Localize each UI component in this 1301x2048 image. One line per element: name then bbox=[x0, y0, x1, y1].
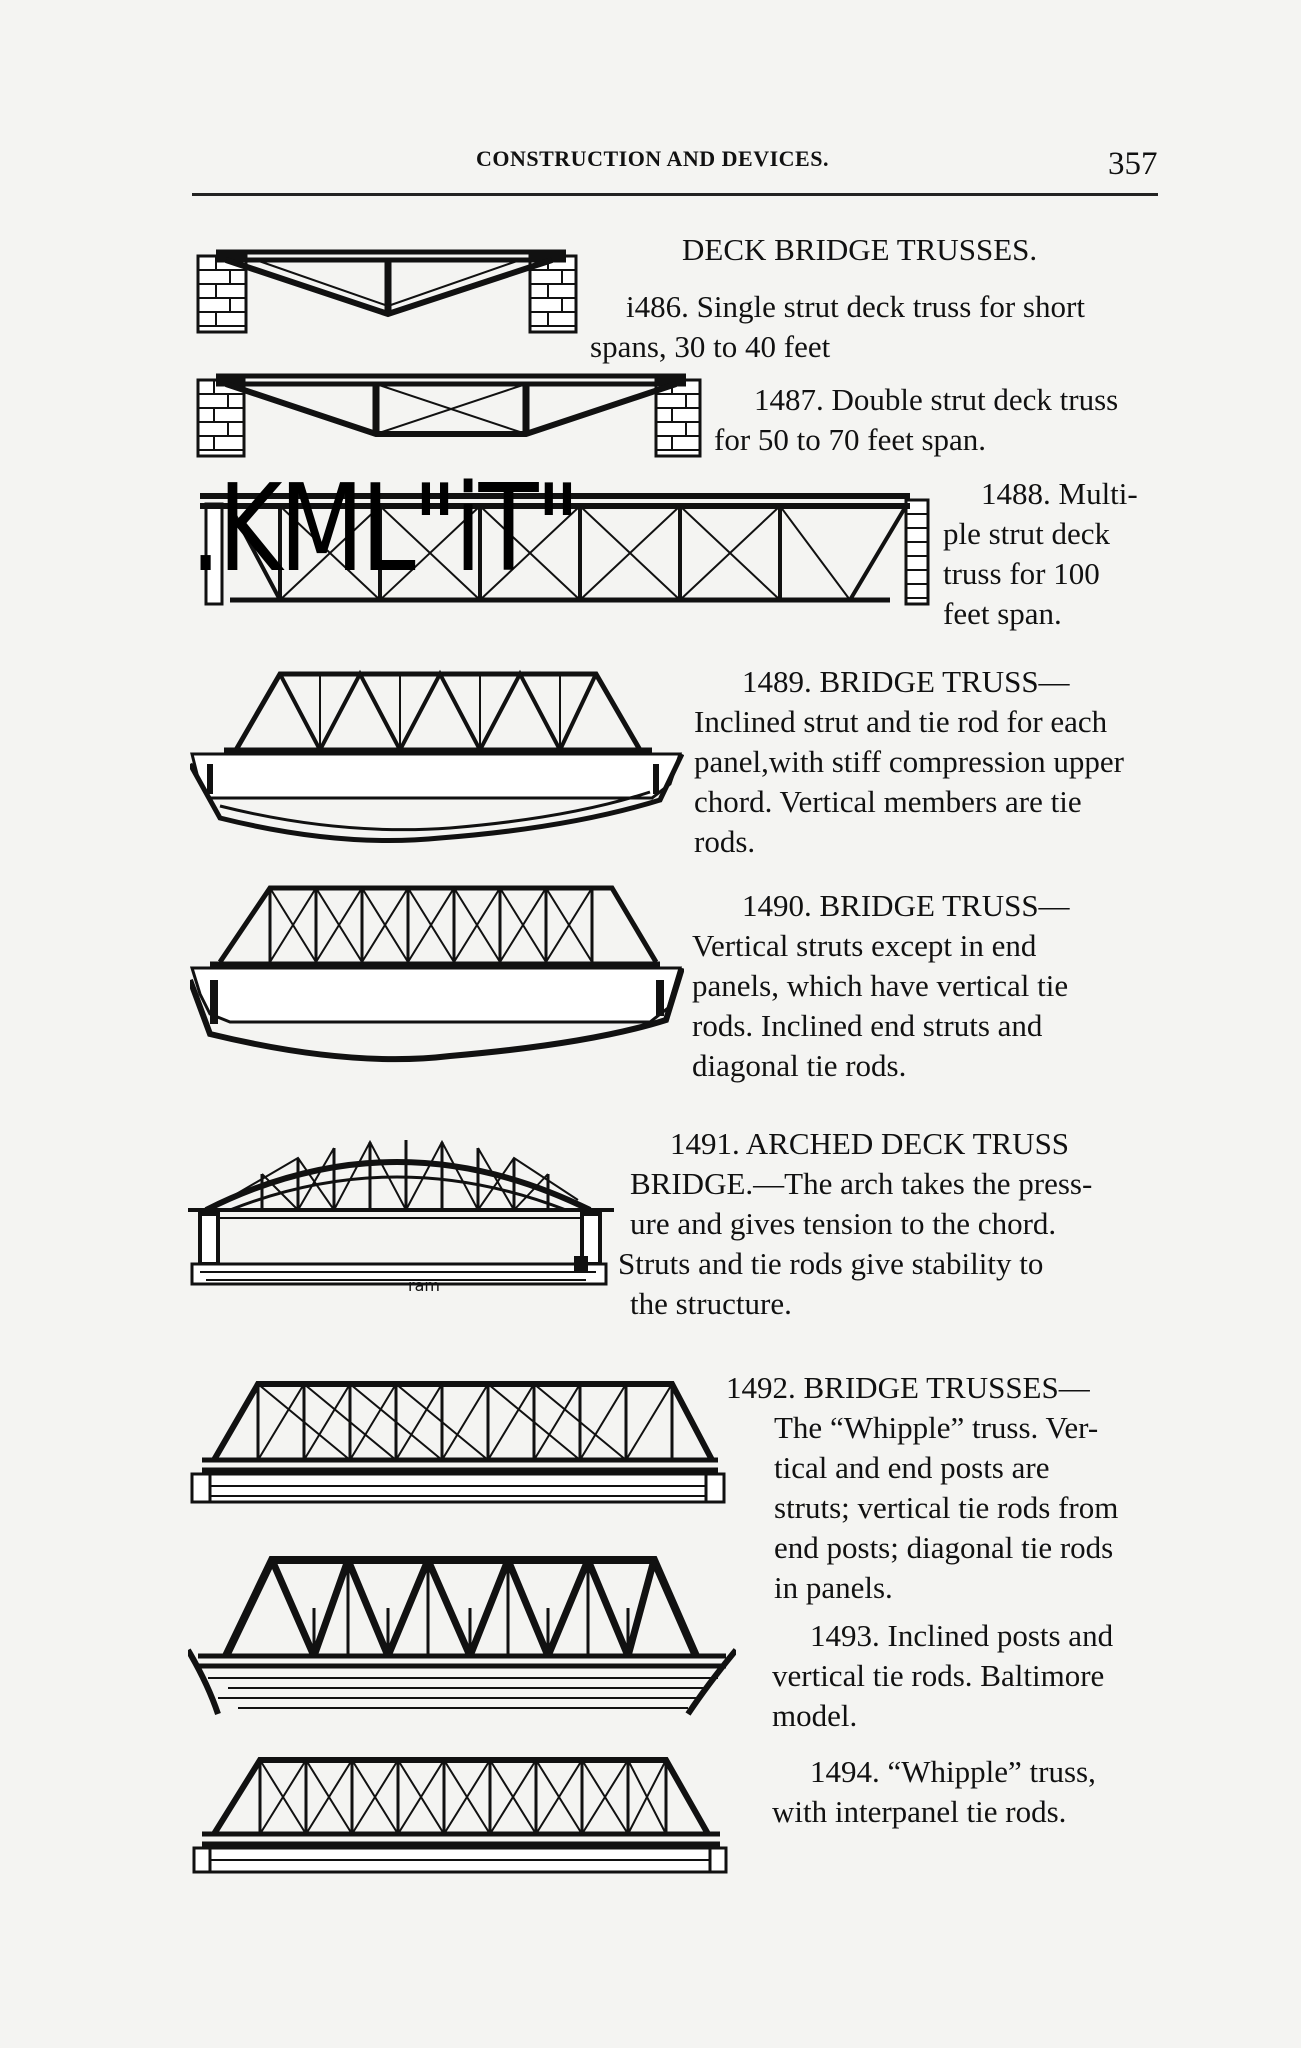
entry-line: in panels. bbox=[774, 1570, 893, 1605]
entry-line: for 50 to 70 feet span. bbox=[714, 422, 987, 457]
section-title: DECK BRIDGE TRUSSES. bbox=[682, 232, 1038, 267]
entry-1489 bbox=[694, 662, 1162, 862]
entry-line: end posts; diagonal tie rods bbox=[774, 1530, 1114, 1565]
entry-line: ple strut deck bbox=[943, 516, 1111, 551]
entry-line: truss for 100 bbox=[943, 556, 1100, 591]
entry-line: 1488. Multi- bbox=[981, 476, 1138, 511]
entry-1487 bbox=[714, 380, 1160, 460]
entry-line: model. bbox=[772, 1698, 858, 1733]
figure-label: ram bbox=[408, 1276, 440, 1295]
entry-line: struts; vertical tie rods from bbox=[774, 1490, 1119, 1525]
entry-line: 1489. BRIDGE TRUSS— bbox=[742, 664, 1070, 699]
entry-1490 bbox=[692, 886, 1160, 1086]
entry-line: tical and end posts are bbox=[774, 1450, 1050, 1485]
entry-line: i486. Single strut deck truss for short bbox=[626, 289, 1085, 324]
entry-line: BRIDGE.—The arch takes the press- bbox=[630, 1166, 1093, 1201]
entry-1493 bbox=[772, 1616, 1160, 1736]
entry-line: 1494. “Whipple” truss, bbox=[810, 1754, 1096, 1789]
entry-line: spans, 30 to 40 feet bbox=[590, 329, 831, 364]
entry-line: panel,with stiff compression upper bbox=[694, 744, 1124, 779]
overlay-artifact-text: .KML"iT" bbox=[190, 460, 578, 599]
entry-1488 bbox=[943, 474, 1159, 634]
page-number: 357 bbox=[1108, 146, 1158, 182]
entry-line: rods. Inclined end struts and bbox=[692, 1008, 1043, 1043]
figure-1490-bridge-truss bbox=[190, 884, 684, 1070]
entry-line: feet span. bbox=[943, 596, 1062, 631]
entry-line: The “Whipple” truss. Ver- bbox=[774, 1410, 1099, 1445]
entry-line: panels, which have vertical tie bbox=[692, 968, 1069, 1003]
figure-1491-arched-deck-truss bbox=[186, 1134, 616, 1298]
entry-1491 bbox=[618, 1124, 1138, 1324]
entry-line: 1492. BRIDGE TRUSSES— bbox=[726, 1370, 1090, 1405]
entry-line: 1491. ARCHED DECK TRUSS bbox=[670, 1126, 1070, 1161]
figure-1487-double-strut-deck-truss bbox=[196, 370, 704, 460]
entry-line: Struts and tie rods give stability to bbox=[618, 1246, 1044, 1281]
entry-line: 1490. BRIDGE TRUSS— bbox=[742, 888, 1070, 923]
entry-line: diagonal tie rods. bbox=[692, 1048, 907, 1083]
figure-1489-bridge-truss bbox=[190, 668, 684, 846]
entry-line: the structure. bbox=[630, 1286, 792, 1321]
entry-1494 bbox=[772, 1752, 1160, 1832]
figure-1486-single-strut-deck-truss bbox=[196, 246, 580, 336]
entry-1492 bbox=[726, 1368, 1160, 1608]
header-rule bbox=[192, 193, 1158, 196]
figure-1493-baltimore-truss bbox=[188, 1554, 736, 1718]
entry-line: Vertical struts except in end bbox=[692, 928, 1037, 963]
entry-1486 bbox=[590, 287, 1148, 367]
entry-line: with interpanel tie rods. bbox=[772, 1794, 1067, 1829]
entry-line: 1487. Double strut deck truss bbox=[754, 382, 1119, 417]
entry-line: ure and gives tension to the chord. bbox=[630, 1206, 1057, 1241]
entry-line: Inclined strut and tie rod for each bbox=[694, 704, 1108, 739]
entry-line: chord. Vertical members are tie bbox=[694, 784, 1082, 819]
figure-1494-whipple-interpanel-truss bbox=[190, 1756, 730, 1878]
entry-line: 1493. Inclined posts and bbox=[810, 1618, 1114, 1653]
entry-line: vertical tie rods. Baltimore bbox=[772, 1658, 1105, 1693]
running-header: CONSTRUCTION AND DEVICES. bbox=[476, 146, 829, 171]
figure-1492-whipple-truss bbox=[188, 1378, 730, 1508]
entry-line: rods. bbox=[694, 824, 756, 859]
